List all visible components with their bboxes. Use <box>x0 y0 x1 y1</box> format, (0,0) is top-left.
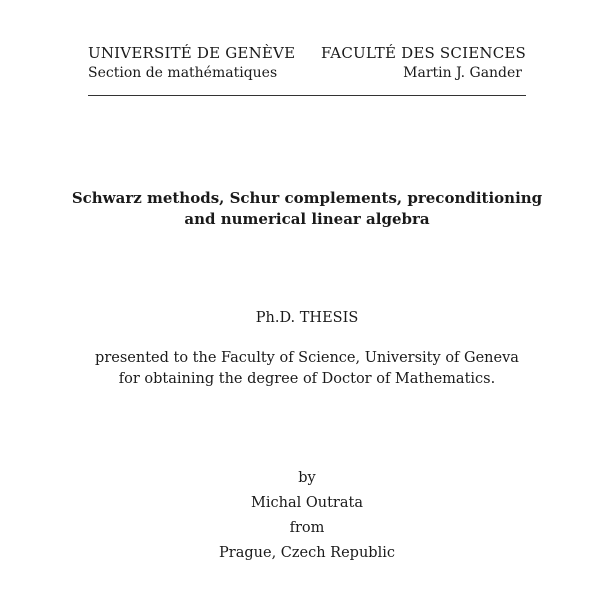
presented-line-1: presented to the Faculty of Science, University of Geneva <box>95 350 519 366</box>
thesis-title-line-2: and numerical linear algebra <box>184 210 430 228</box>
author-origin: Prague, Czech Republic <box>219 545 395 561</box>
thesis-title-line-1: Schwarz methods, Schur complements, preconditioning <box>71 189 543 207</box>
thesis-type: Ph.D. THESIS <box>255 310 359 326</box>
presented-line-2: for obtaining the degree of Doctor of Mathematics. <box>118 371 496 387</box>
by-label: by <box>298 470 316 486</box>
institution-name: UNIVERSITÉ DE GENÈVE <box>88 44 296 62</box>
thesis-title <box>60 188 554 230</box>
author-name: Michal Outrata <box>251 495 363 511</box>
advisor-name: Martin J. Gander <box>403 65 522 81</box>
header-divider <box>88 95 526 96</box>
faculty-name: FACULTÉ DES SCIENCES <box>321 44 526 62</box>
from-label: from <box>289 520 325 536</box>
section-name: Section de mathématiques <box>88 65 278 81</box>
